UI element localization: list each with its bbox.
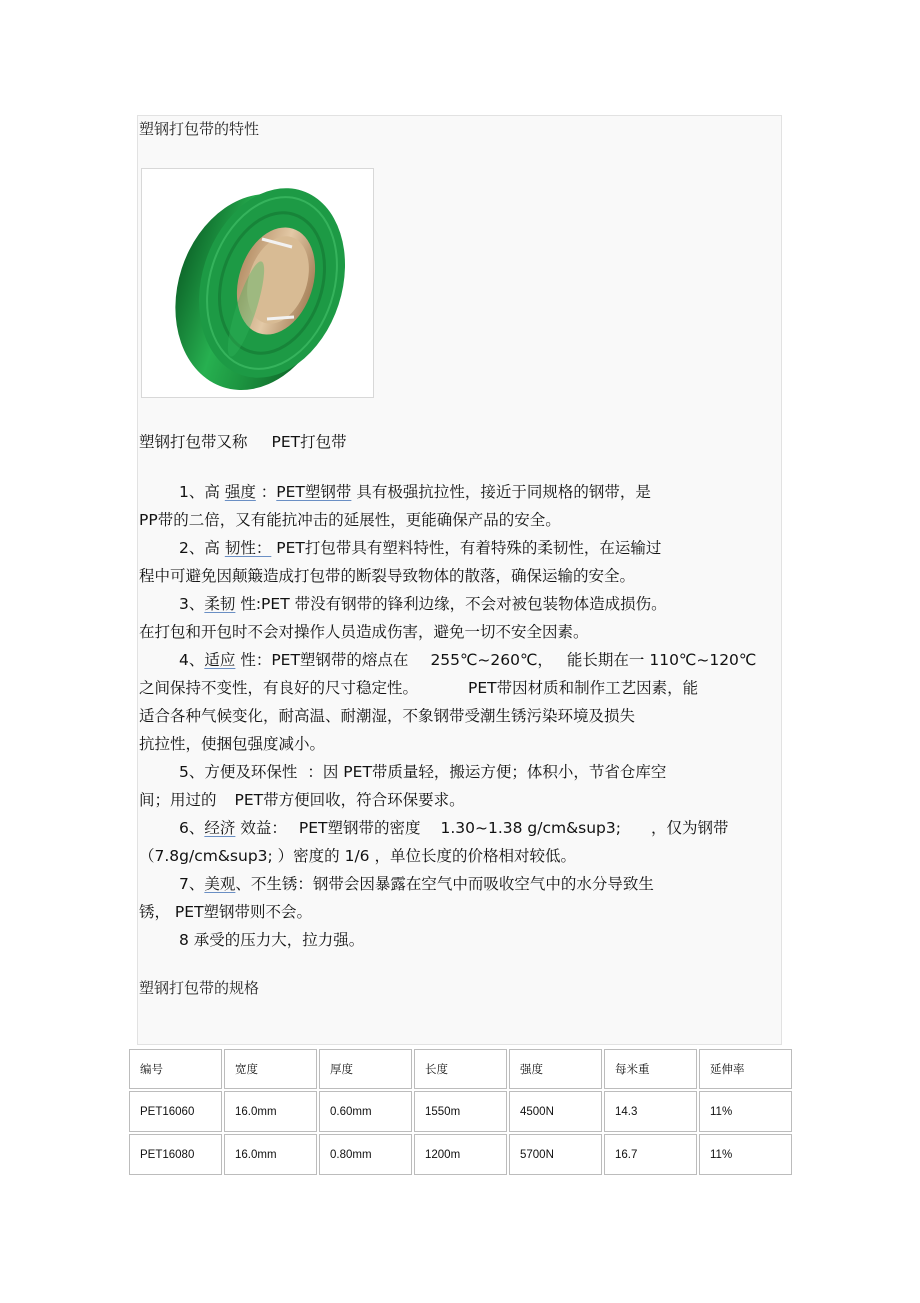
feature-1-separator: ：: [260, 483, 277, 501]
table-cell: PET16080: [129, 1134, 222, 1175]
feature-2-number: 2、高: [179, 539, 220, 557]
table-row: [129, 1091, 792, 1132]
feature-1-text: 具有极强抗拉性，接近于同规格的钢带，是: [356, 483, 651, 501]
feature-4-line-4: 抗拉性，使捆包强度减小。: [139, 735, 326, 753]
feature-5-line-1: [179, 762, 666, 782]
feature-6-line-1: [179, 818, 729, 838]
alias-name: PET打包带: [271, 433, 347, 451]
feature-7-line-1: [179, 874, 654, 894]
feature-6-text-a: 效益：: [240, 819, 287, 837]
feature-4-text-e: PET带因材质和制作工艺因素，能: [468, 679, 699, 697]
feature-2-keyword-link[interactable]: 韧性：: [224, 539, 272, 557]
table-cell: 16.7: [604, 1134, 697, 1175]
table-cell: 11%: [699, 1091, 792, 1132]
feature-4-line-1: [179, 650, 756, 670]
table-cell: 11%: [699, 1134, 792, 1175]
table-header-cell: 宽度: [224, 1049, 317, 1089]
feature-6-text-b: PET塑钢带的密度: [298, 819, 421, 837]
feature-3-keyword-link[interactable]: 柔韧: [204, 595, 236, 613]
product-image: [141, 168, 374, 398]
table-header-row: [129, 1049, 792, 1089]
feature-7-line-2: 锈， PET塑钢带则不会。: [139, 903, 313, 921]
table-header-cell: 每米重: [604, 1049, 697, 1089]
table-cell: PET16060: [129, 1091, 222, 1132]
feature-2-line-1: [179, 538, 661, 558]
alias-label: 塑钢打包带又称: [139, 433, 248, 451]
feature-5-text-b: ：因 PET带质量轻，搬运方便；体积小，节省仓库空: [307, 763, 667, 781]
feature-1-keyword-link[interactable]: 强度: [224, 483, 256, 501]
feature-8-line-1: 8 承受的压力大，拉力强。: [179, 931, 365, 949]
feature-6-keyword-link[interactable]: 经济: [204, 819, 236, 837]
feature-6-text-c: 1.30~1.38 g/cm&sup3;: [440, 819, 621, 837]
table-cell: 1200m: [414, 1134, 507, 1175]
feature-3-number: 3、: [179, 595, 205, 613]
feature-1-number: 1、高: [179, 483, 220, 501]
pet-strap-coil-illustration: [142, 169, 373, 397]
feature-4-text-d: 之间保持不变性，有良好的尺寸稳定性。: [139, 679, 419, 697]
feature-1-keyword2-link[interactable]: PET塑钢带: [276, 483, 352, 501]
table-cell: 5700N: [509, 1134, 602, 1175]
alias-line: [139, 432, 347, 452]
feature-6-line-2: （7.8g/cm&sup3; ）密度的 1/6 ，单位长度的价格相对较低。: [139, 847, 576, 865]
heading-features: 塑钢打包带的特性: [139, 120, 260, 138]
feature-2-line-2: 程中可避免因颠簸造成打包带的断裂导致物体的散落，确保运输的安全。: [139, 567, 636, 585]
feature-4-text-a: 性：PET塑钢带的熔点在: [240, 651, 409, 669]
table-header-cell: 延伸率: [699, 1049, 792, 1089]
table-cell: 0.60mm: [319, 1091, 412, 1132]
feature-1-line-1: [179, 482, 651, 502]
table-cell: 14.3: [604, 1091, 697, 1132]
table-header-cell: 长度: [414, 1049, 507, 1089]
feature-4-keyword-link[interactable]: 适应: [204, 651, 236, 669]
feature-4-number: 4、: [179, 651, 205, 669]
table-header-cell: 厚度: [319, 1049, 412, 1089]
feature-7-number: 7、: [179, 875, 205, 893]
feature-4-text-c: 能长期在一 110℃~120℃: [566, 651, 757, 669]
feature-1-line-2: PP带的二倍，又有能抗冲击的延展性，更能确保产品的安全。: [139, 511, 561, 529]
feature-6-text-d: ，仅为钢带: [650, 819, 729, 837]
table-cell: 1550m: [414, 1091, 507, 1132]
table-cell: 0.80mm: [319, 1134, 412, 1175]
table-header-cell: 强度: [509, 1049, 602, 1089]
table-cell: 16.0mm: [224, 1091, 317, 1132]
table-row: [129, 1134, 792, 1175]
feature-5-text-a: 5、方便及环保性: [179, 763, 298, 781]
heading-spec: 塑钢打包带的规格: [139, 979, 260, 997]
feature-4-line-3: 适合各种气候变化，耐高温、耐潮湿，不象钢带受潮生锈污染环境及损失: [139, 707, 636, 725]
feature-7-keyword-link[interactable]: 美观: [204, 875, 236, 893]
feature-5-line-2: [139, 790, 465, 810]
feature-3-line-1: [179, 594, 667, 614]
feature-7-text: 、不生锈：钢带会因暴露在空气中而吸收空气中的水分导致生: [235, 875, 654, 893]
feature-4-text-b: 255℃~260℃，: [430, 651, 553, 669]
feature-6-number: 6、: [179, 819, 205, 837]
feature-2-text: PET打包带具有塑料特性，有着特殊的柔韧性，在运输过: [276, 539, 662, 557]
table-cell: 4500N: [509, 1091, 602, 1132]
feature-5-text-c: 间；用过的: [139, 791, 217, 809]
feature-5-text-d: PET带方便回收，符合环保要求。: [234, 791, 465, 809]
table-header-cell: 编号: [129, 1049, 222, 1089]
feature-3-line-2: 在打包和开包时不会对操作人员造成伤害，避免一切不安全因素。: [139, 623, 589, 641]
spec-table: [127, 1047, 794, 1177]
feature-3-text: 性:PET 带没有钢带的锋利边缘，不会对被包装物体造成损伤。: [240, 595, 667, 613]
table-cell: 16.0mm: [224, 1134, 317, 1175]
feature-4-line-2: [139, 678, 698, 698]
